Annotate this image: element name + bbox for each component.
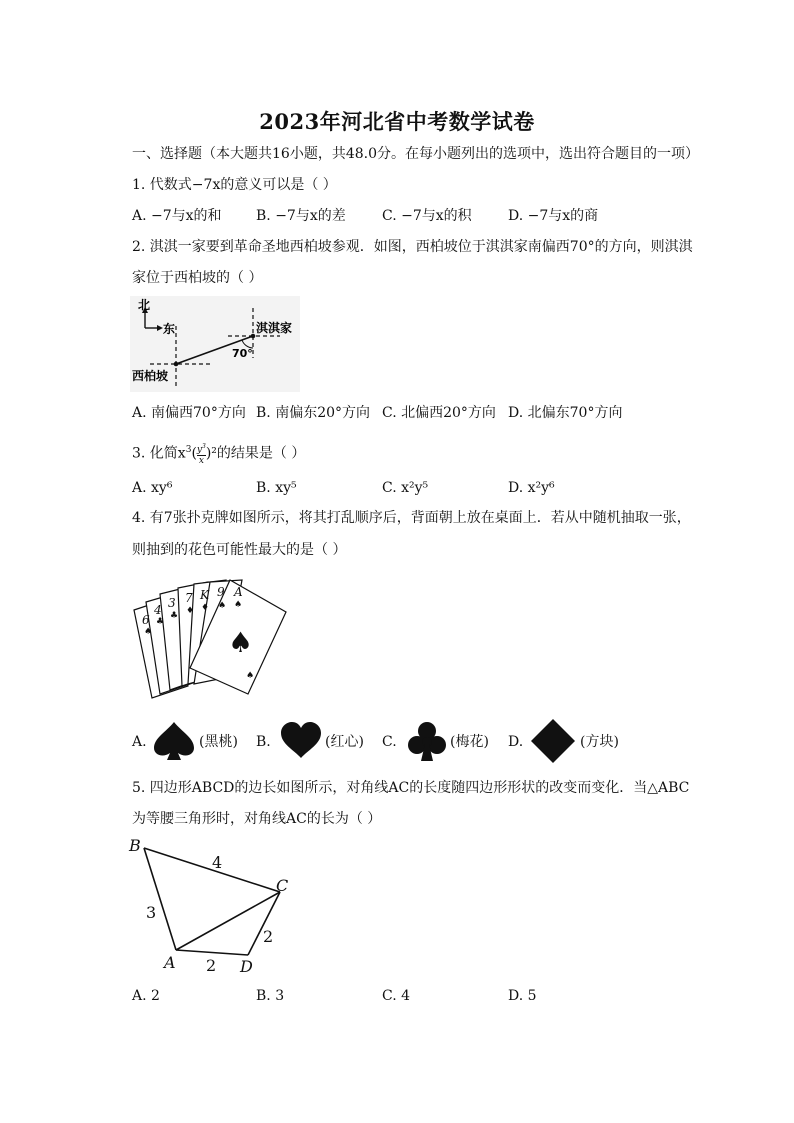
vertex-a-label: A: [164, 953, 176, 972]
direction-figure: [130, 296, 300, 392]
card-a-corner-suit-icon: ♠: [246, 671, 255, 681]
direction-diagram: [130, 296, 300, 392]
question-2-stem-line1: 2. 淇淇一家要到革命圣地西柏坡参观．如图，西柏坡位于淇淇家南偏西70°的方向，则淇淇: [132, 239, 693, 255]
q1-option-d: D. −7与x的商: [508, 208, 599, 224]
question-5-stem-line1: 5. 四边形ABCD的边长如图所示，对角线AC的长度随四边形形状的改变而变化．当△ABC: [132, 780, 690, 796]
q5-option-c: C. 4: [382, 988, 411, 1004]
heart-icon: [280, 722, 322, 760]
question-4-stem-line2: 则抽到的花色可能性最大的是（ ）: [132, 542, 347, 558]
home-label: 淇淇家: [256, 321, 293, 335]
page-title: 2023年河北省中考数学试卷: [259, 109, 535, 134]
card-a-rank: A: [234, 585, 243, 599]
xibaipo-point: [174, 362, 179, 367]
north-label: 北: [138, 298, 151, 312]
card-7-rank: 7: [185, 591, 193, 605]
card-3-suit-icon: ♣: [170, 611, 179, 621]
q3-option-c: C. x²y⁵: [382, 480, 429, 496]
quadrilateral-diagram: [126, 834, 302, 976]
side-ad-length: 2: [206, 956, 217, 975]
card-a-small-suit-icon: ♠: [234, 600, 243, 610]
q4-option-c-letter: C.: [382, 734, 397, 750]
vertex-b-label: B: [129, 836, 141, 855]
q3-option-b: B. xy⁵: [256, 480, 297, 496]
east-label: 东: [163, 322, 176, 336]
side-cd-length: 2: [263, 927, 274, 946]
question-3-stem: [132, 440, 305, 466]
club-icon: [406, 720, 448, 762]
card-9-suit-icon: ♠: [218, 601, 227, 611]
home-point: [251, 334, 256, 339]
q5-option-b: B. 3: [256, 988, 285, 1004]
angle-label: 70°: [232, 347, 253, 360]
q4-option-b-label: (红心): [325, 734, 364, 750]
q4-option-a-label: (黑桃): [199, 734, 238, 750]
card-k-suit-icon: ♦: [201, 603, 210, 613]
q3-option-a: A. xy⁶: [132, 480, 173, 496]
q3-option-d: D. x²y⁶: [508, 480, 555, 496]
q1-option-a: A. −7与x的和: [132, 208, 222, 224]
diamond-icon: [530, 718, 576, 764]
q2-option-c: C. 北偏西20°方向: [382, 405, 496, 421]
question-2-stem-line2: 家位于西柏坡的（ ）: [132, 270, 263, 286]
q3-fraction: [197, 442, 206, 466]
side-ad: [176, 950, 248, 955]
card-4-rank: 4: [154, 603, 162, 617]
q4-option-d-label: (方块): [580, 734, 619, 750]
card-6-rank: 6: [142, 613, 150, 627]
q1-option-b: B. −7与x的差: [256, 208, 346, 224]
card-a-large-spade-icon: ♠: [228, 626, 254, 659]
card-6-suit-icon: ♠: [144, 627, 153, 637]
q3-stem-pre: 3. 化简x: [132, 445, 186, 462]
q2-option-a: A. 南偏西70°方向: [132, 405, 246, 421]
side-ab-length: 3: [146, 903, 157, 922]
question-1-stem: 1. 代数式−7x的意义可以是（ ）: [132, 177, 337, 193]
q4-option-a-letter: A.: [132, 734, 147, 750]
section-heading: 一、选择题（本大题共16小题，共48.0分。在每小题列出的选项中，选出符合题目的一项）: [132, 146, 699, 162]
card-7-suit-icon: ♦: [186, 606, 195, 616]
q4-option-d-letter: D.: [508, 734, 524, 750]
q3-open-paren: (: [191, 445, 197, 462]
q3-fraction-denominator: x: [198, 455, 204, 466]
q2-option-d: D. 北偏东70°方向: [508, 405, 623, 421]
playing-cards-figure: [130, 572, 300, 700]
spade-icon: [152, 720, 196, 762]
playing-cards-diagram: [130, 572, 300, 700]
q4-option-c-label: (梅花): [450, 734, 489, 750]
question-5-stem-line2: 为等腰三角形时，对角线AC的长为（ ）: [132, 811, 382, 827]
vertex-d-label: D: [240, 957, 253, 976]
q5-option-d: D. 5: [508, 988, 537, 1004]
card-k-rank: K: [200, 588, 209, 602]
card-4-suit-icon: ♣: [156, 617, 165, 627]
q4-option-b-letter: B.: [256, 734, 271, 750]
quadrilateral-figure: [126, 834, 302, 976]
q3-stem-post: )²的结果是（ ）: [205, 445, 306, 462]
vertex-c-label: C: [276, 876, 289, 895]
card-3-rank: 3: [168, 596, 176, 610]
q5-option-a: A. 2: [132, 988, 160, 1004]
question-4-stem-line1: 4. 有7张扑克牌如图所示，将其打乱顺序后，背面朝上放在桌面上．若从中随机抽取一张，: [132, 510, 691, 526]
q1-option-c: C. −7与x的积: [382, 208, 472, 224]
q2-option-b: B. 南偏东20°方向: [256, 405, 371, 421]
xibaipo-label: 西柏坡: [132, 369, 169, 383]
side-ab: [144, 848, 176, 950]
q3-fraction-numerator: $y^3$: [196, 442, 206, 455]
q3-stem-exp: 3: [185, 445, 192, 455]
card-9-rank: 9: [217, 585, 225, 599]
side-bc-length: 4: [212, 853, 223, 872]
